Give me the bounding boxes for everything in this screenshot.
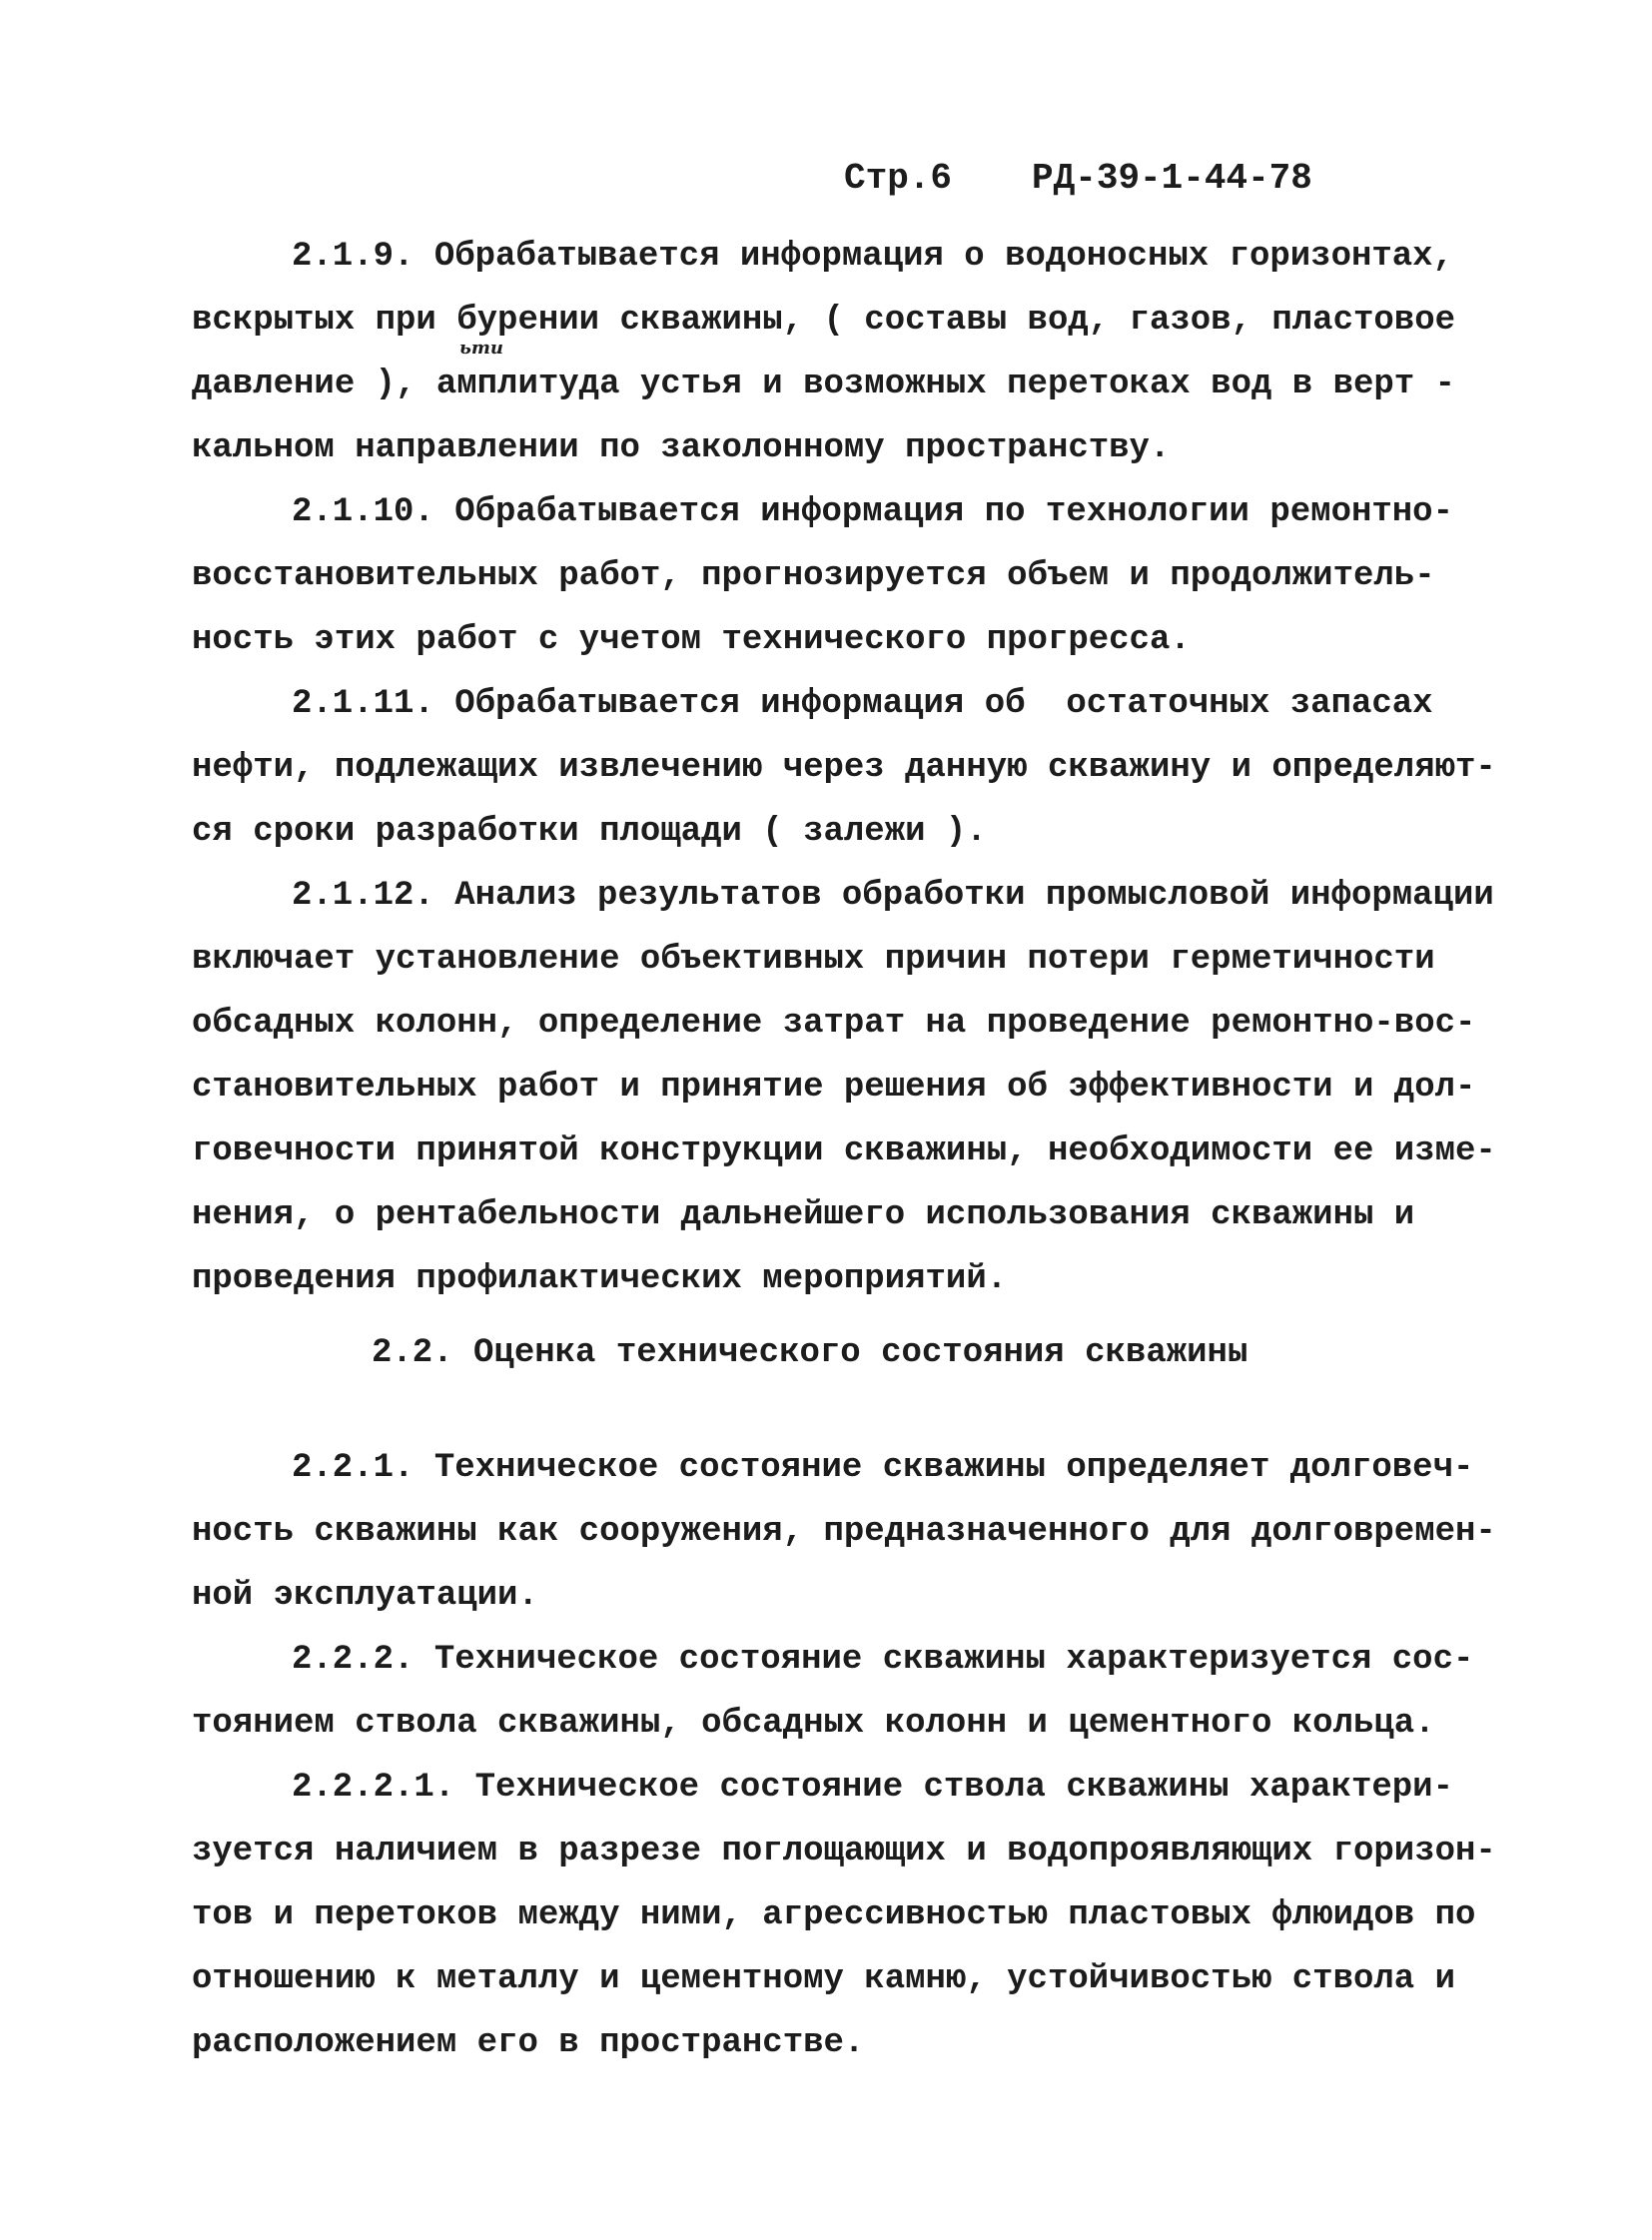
paragraph-line: включает установление объективных причин потери герметичности	[192, 941, 1435, 979]
paragraph-line: вскрытых при бурении скважины, ( составы вод, газов, пластовое	[192, 302, 1456, 340]
paragraph-line: 2.1.10. Обрабатывается информация по технологии ремонтно-	[292, 493, 1453, 531]
paragraph-line: обсадных колонн, определение затрат на проведение ремонтно-вос-	[192, 1005, 1476, 1043]
paragraph-line: 2.2.2. Техническое состояние скважины характеризуется сос-	[292, 1641, 1474, 1679]
paragraph-line: 2.2.2.1. Техническое состояние ствола скважины характери-	[292, 1769, 1453, 1807]
paragraph-line: становительных работ и принятие решения об эффективности и дол-	[192, 1069, 1476, 1107]
page-header	[844, 158, 1312, 199]
paragraphs-section-2-1	[192, 225, 1496, 1311]
paragraph-line: расположением его в пространстве.	[192, 2024, 865, 2062]
paragraph-line: восстановительных работ, прогнозируется объем и продолжитель-	[192, 557, 1435, 595]
paragraph-line: 2.1.12. Анализ результатов обработки промысловой информации	[292, 877, 1494, 915]
paragraph-line: ной эксплуатации.	[192, 1577, 538, 1615]
page-number: Стр.6	[844, 158, 953, 199]
paragraphs-section-2-2	[192, 1436, 1496, 2075]
section-heading: 2.2. Оценка технического состояния скважины	[372, 1334, 1248, 1372]
paragraph-line: 2.1.9. Обрабатывается информация о водоносных горизонтах,	[292, 238, 1453, 276]
paragraph-line: говечности принятой конструкции скважины, необходимости ее изме-	[192, 1132, 1496, 1170]
paragraph-line: тов и перетоков между ними, агрессивностью пластовых флюидов по	[192, 1896, 1476, 1934]
paragraph-line: давление ), амплитуда устья и возможных перетоках вод в верт -	[192, 366, 1456, 403]
paragraph-line: отношению к металлу и цементному камню, устойчивостью ствола и	[192, 1960, 1456, 1998]
paragraph-line: нефти, подлежащих извлечению через данную скважину и определяют-	[192, 749, 1496, 787]
handwritten-insertion: ьти	[459, 338, 504, 359]
paragraph-line: ся сроки разработки площади ( залежи ).	[192, 813, 987, 851]
paragraph-line: ность скважины как сооружения, предназначенного для долговремен-	[192, 1513, 1496, 1551]
paragraph-line: тоянием ствола скважины, обсадных колонн и цементного кольца.	[192, 1705, 1435, 1743]
paragraph-line: проведения профилактических мероприятий.	[192, 1260, 1008, 1298]
document-code: РД-39-1-44-78	[1032, 158, 1312, 199]
paragraph-line: 2.2.1. Техническое состояние скважины определяет долговеч-	[292, 1449, 1474, 1487]
paragraph-line: 2.1.11. Обрабатывается информация об остаточных запасах	[292, 685, 1433, 723]
paragraph-line: кальном направлении по заколонному пространству.	[192, 429, 1171, 467]
paragraph-line: ность этих работ с учетом технического прогресса.	[192, 621, 1191, 659]
paragraph-line: нения, о рентабельности дальнейшего использования скважины и	[192, 1196, 1415, 1234]
paragraph-line: зуется наличием в разрезе поглощающих и водопроявляющих горизон-	[192, 1833, 1496, 1870]
